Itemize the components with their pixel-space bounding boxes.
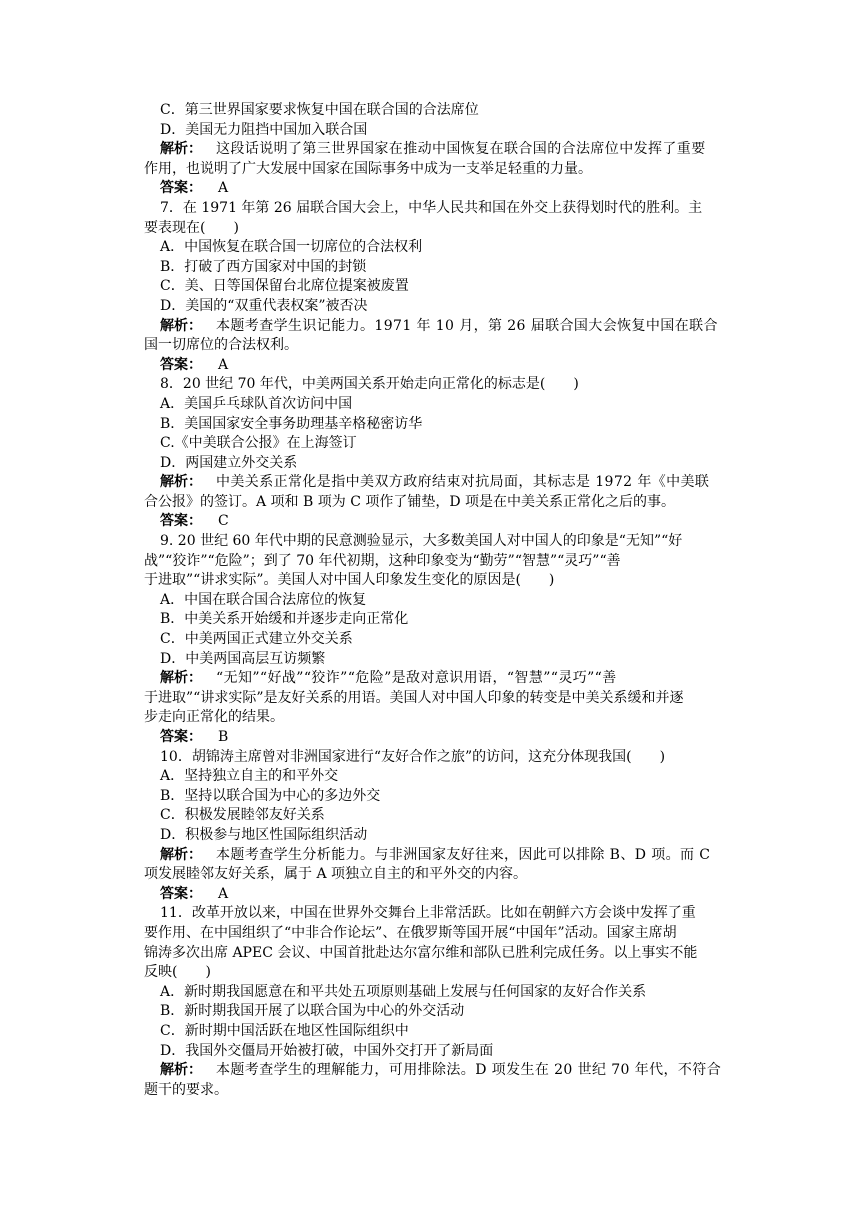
continuation-line: 战”“狡诈”“危险”；到了 70 年代初期，这种印象变为“勤劳”“智慧”“灵巧”“善 [144, 552, 621, 569]
text-line: D．中美两国高层互访频繁 [160, 650, 326, 667]
explanation-text: 本题考查学生识记能力。1971 年 10 月，第 26 届联合国大会恢复中国在联合 [216, 317, 718, 334]
answer-line [160, 512, 705, 532]
explanation-label: 解析： [160, 1062, 202, 1079]
explanation-line [160, 846, 711, 866]
text-line: C．美、日等国保留台北席位提案被废置 [160, 278, 409, 295]
text-line: D．美国无力阻挡中国加入联合国 [160, 121, 368, 138]
text-line: A．美国乒乓球队首次访问中国 [160, 395, 353, 412]
text-line: D．我国外交僵局开始被打破，中国外交打开了新局面 [160, 1042, 494, 1059]
text-line: B．坚持以联合国为中心的多边外交 [160, 787, 381, 804]
answer-value: C [218, 513, 229, 530]
continuation-line: 于进取”“讲求实际”。美国人对中国人印象发生变化的原因是( ) [144, 572, 555, 589]
explanation-label: 解析： [160, 317, 202, 334]
text-line: 10．胡锦涛主席曾对非洲国家进行“友好合作之旅”的访问，这充分体现我国( ) [160, 748, 666, 765]
text-line: 8．20 世纪 70 年代，中美两国关系开始走向正常化的标志是( ) [160, 376, 579, 393]
explanation-label: 解析： [160, 846, 202, 863]
answer-value: A [218, 356, 229, 373]
text-line: C．新时期中国活跃在地区性国际组织中 [160, 1022, 409, 1039]
explanation-text: 这段话说明了第三世界国家在推动中国恢复在联合国的合法席位中发挥了重要 [216, 141, 706, 158]
document-body [144, 101, 722, 1100]
answer-line [160, 179, 705, 199]
answer-line [160, 356, 705, 376]
text-line: B．美国国家安全事务助理基辛格秘密访华 [160, 415, 423, 432]
explanation-text: “无知”“好战”“狡诈”“危险”是敌对意识用语，“智慧”“灵巧”“善 [216, 670, 617, 687]
explanation-text: 本题考查学生的理解能力，可用排除法。D 项发生在 20 世纪 70 年代，不符合 [216, 1062, 722, 1079]
continuation-line: 要表现在( ) [144, 219, 239, 236]
continuation-line: 作用，也说明了广大发展中国家在国际事务中成为一支举足轻重的力量。 [144, 160, 592, 177]
text-line: D．美国的“双重代表权案”被否决 [160, 297, 368, 314]
continuation-line: 步走向正常化的结果。 [144, 709, 284, 726]
text-line: B．新时期我国开展了以联合国为中心的外交活动 [160, 1003, 465, 1020]
text-line: C．积极发展睦邻友好关系 [160, 807, 325, 824]
continuation-line: 锦涛多次出席 APEC 会议、中国首批赴达尔富尔维和部队已胜利完成任务。以上事实不能 [144, 944, 698, 961]
continuation-line: 合公报》的签订。A 项和 B 项为 C 项作了铺垫，D 项是在中美关系正常化之后的事。 [144, 493, 676, 510]
text-line: 9. 20 世纪 60 年代中期的民意测验显示，大多数美国人对中国人的印象是“无知”“好 [160, 533, 683, 550]
explanation-label: 解析： [160, 141, 202, 158]
continuation-line: 项发展睦邻友好关系，属于 A 项独立自主的和平外交的内容。 [144, 866, 528, 883]
answer-line [160, 885, 705, 905]
text-line: A．中国恢复在联合国一切席位的合法权利 [160, 239, 423, 256]
text-line: C.《中美联合公报》在上海签订 [160, 435, 357, 452]
continuation-line: 于进取”“讲求实际”是友好关系的用语。美国人对中国人印象的转变是中美关系缓和并逐 [144, 689, 684, 706]
explanation-text: 本题考查学生分析能力。与非洲国家友好往来，因此可以排除 B、D 项。而 C [216, 846, 711, 863]
text-line: 7．在 1971 年第 26 届联合国大会上，中华人民共和国在外交上获得划时代的胜利。主 [160, 199, 703, 216]
explanation-line [160, 473, 710, 493]
explanation-line [160, 140, 705, 160]
continuation-line: 反映( ) [144, 964, 211, 981]
answer-value: A [218, 885, 229, 902]
answer-value: A [218, 180, 229, 197]
text-line: A．新时期我国愿意在和平共处五项原则基础上发展与任何国家的友好合作关系 [160, 983, 647, 1000]
continuation-line: 题干的要求。 [144, 1081, 228, 1098]
explanation-line [160, 317, 718, 337]
answer-label: 答案： [160, 180, 202, 197]
answer-value: B [218, 729, 229, 745]
text-line: D．两国建立外交关系 [160, 454, 298, 471]
text-line: D．积极参与地区性国际组织活动 [160, 826, 368, 843]
answer-line [160, 728, 705, 748]
answer-label: 答案： [160, 513, 202, 530]
explanation-line [160, 1061, 722, 1081]
answer-label: 答案： [160, 885, 202, 902]
text-line: B．中美关系开始缓和并逐步走向正常化 [160, 611, 409, 628]
text-line: A．中国在联合国合法席位的恢复 [160, 591, 367, 608]
text-line: 11．改革开放以来，中国在世界外交舞台上非常活跃。比如在朝鲜六方会谈中发挥了重 [160, 905, 696, 922]
text-line: A．坚持独立自主的和平外交 [160, 768, 339, 785]
explanation-label: 解析： [160, 474, 202, 491]
continuation-line: 国一切席位的合法权利。 [144, 337, 298, 354]
answer-label: 答案： [160, 729, 202, 745]
text-line: C．第三世界国家要求恢复中国在联合国的合法席位 [160, 102, 479, 118]
explanation-text: 中美关系正常化是指中美双方政府结束对抗局面，其标志是 1972 年《中美联 [216, 474, 710, 491]
text-line: B．打破了西方国家对中国的封锁 [160, 258, 367, 275]
explanation-label: 解析： [160, 670, 202, 687]
answer-label: 答案： [160, 356, 202, 373]
continuation-line: 要作用、在中国组织了“中非合作论坛”、在俄罗斯等国开展“中国年”活动。国家主席胡 [144, 924, 677, 941]
explanation-line [160, 669, 705, 689]
text-line: C．中美两国正式建立外交关系 [160, 631, 353, 648]
